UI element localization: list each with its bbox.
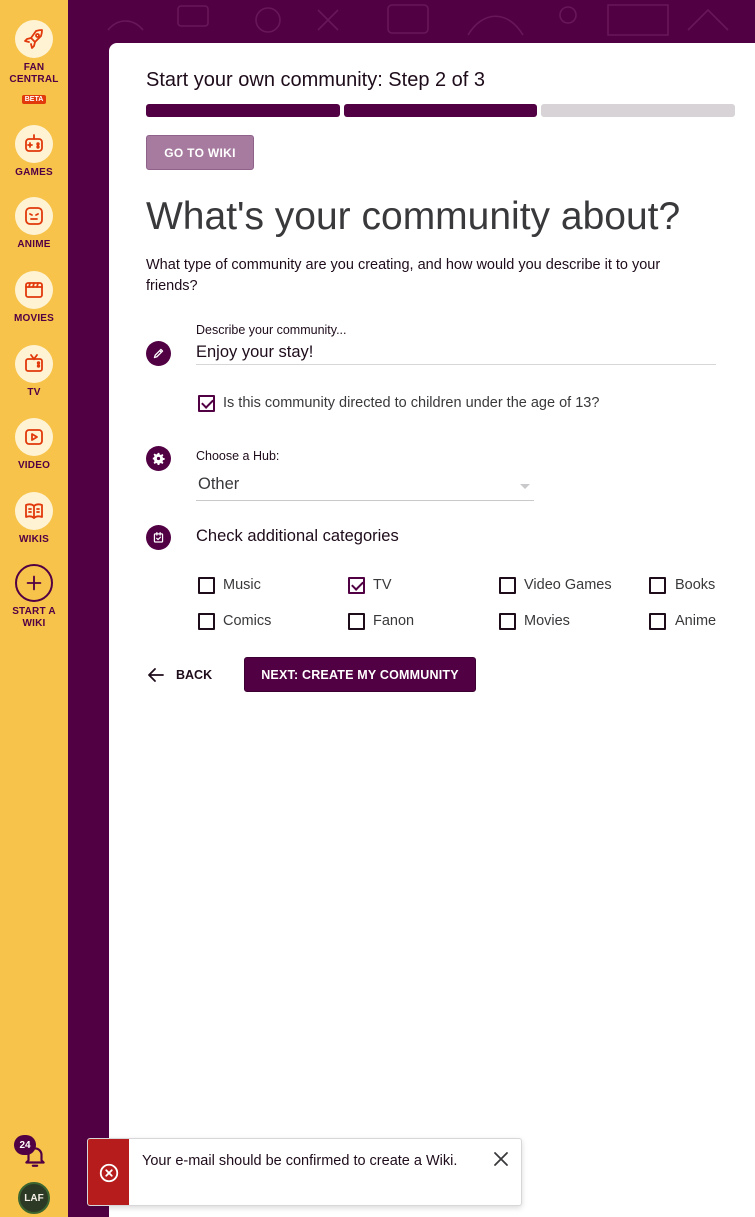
rail-tv-label: TV (27, 387, 41, 398)
category-fanon-label: Fanon (373, 613, 415, 629)
rail-games-label: GAMES (15, 167, 53, 178)
plus-icon (15, 564, 53, 602)
hub-select[interactable] (196, 473, 534, 501)
rail-games[interactable] (0, 125, 68, 179)
category-music-checkbox[interactable] (198, 577, 215, 594)
create-community-card (109, 43, 755, 1217)
close-icon[interactable] (493, 1151, 509, 1167)
anime-face-icon (15, 197, 53, 235)
describe-label: Describe your community... (196, 323, 347, 337)
progress-segment-1 (146, 104, 340, 117)
category-tv-checkbox[interactable] (348, 577, 365, 594)
progress-segment-3 (541, 104, 735, 117)
category-anime-checkbox[interactable] (649, 613, 666, 630)
rail-fan-central-text: FAN CENTRAL (9, 62, 59, 85)
tv-icon (15, 345, 53, 383)
rail-video-label: VIDEO (17, 460, 51, 471)
kids-checkbox[interactable] (198, 395, 215, 412)
avatar[interactable]: LAF (18, 1182, 50, 1214)
rail-start-wiki-line2: WIKI (22, 618, 46, 629)
page-title: What's your community about? (146, 195, 681, 238)
category-comics-label: Comics (223, 613, 272, 629)
gear-icon (146, 446, 171, 471)
go-to-wiki-button[interactable]: GO TO WIKI (146, 135, 254, 170)
beta-badge: BETA (22, 95, 47, 104)
error-toast (87, 1138, 522, 1206)
page-description: What type of community are you creating, and how would you describe it to your friends? (146, 257, 661, 294)
left-rail (0, 0, 68, 1217)
rail-movies[interactable] (0, 271, 68, 325)
rail-tv[interactable] (0, 345, 68, 399)
hub-label: Choose a Hub: (196, 449, 280, 463)
rail-wikis-label: WIKIS (19, 534, 49, 545)
progress-bar (146, 104, 735, 117)
rocket-icon (15, 20, 53, 58)
category-books-checkbox[interactable] (649, 577, 666, 594)
category-tv-label: TV (373, 577, 392, 593)
categories-heading: Check additional categories (196, 527, 399, 545)
progress-segment-2 (344, 104, 538, 117)
rail-movies-label: MOVIES (13, 313, 55, 324)
rail-video[interactable] (0, 418, 68, 472)
step-title: Start your own community: Step 2 of 3 (146, 69, 486, 91)
rail-anime[interactable] (0, 197, 68, 251)
category-anime-label: Anime (675, 613, 717, 629)
checklist-icon (146, 525, 171, 550)
rail-start-wiki-line1: START A (12, 606, 56, 617)
rail-start-wiki-label (0, 606, 68, 630)
back-button-label: BACK (176, 668, 213, 682)
category-books-label: Books (675, 577, 716, 593)
rail-start-wiki[interactable] (0, 564, 68, 630)
notifications-button[interactable] (14, 1135, 54, 1171)
kids-checkbox-label: Is this community directed to children under the age of 13? (223, 395, 600, 411)
category-video-games-checkbox[interactable] (499, 577, 516, 594)
category-comics-checkbox[interactable] (198, 613, 215, 630)
category-movies-checkbox[interactable] (499, 613, 516, 630)
arrow-left-icon (146, 665, 166, 685)
pencil-icon (146, 341, 171, 366)
error-icon (98, 1162, 120, 1184)
clapperboard-icon (15, 271, 53, 309)
notification-count: 24 (14, 1135, 36, 1155)
book-icon (15, 492, 53, 530)
rail-fan-central[interactable] (0, 20, 68, 105)
play-icon (15, 418, 53, 456)
category-fanon-checkbox[interactable] (348, 613, 365, 630)
background-pattern (68, 0, 755, 44)
category-music-label: Music (223, 577, 261, 593)
toast-message: Your e-mail should be confirmed to create a Wiki. (142, 1153, 458, 1169)
rail-wikis[interactable] (0, 492, 68, 546)
hub-select-value: Other (198, 475, 240, 493)
rail-fan-central-label (0, 62, 68, 86)
gamepad-icon (15, 125, 53, 163)
category-video-games-label: Video Games (524, 577, 612, 593)
rail-anime-label: ANIME (17, 239, 51, 250)
back-button[interactable] (146, 663, 216, 687)
toast-error-strip (88, 1139, 129, 1206)
describe-input[interactable] (196, 341, 716, 365)
next-create-community-button[interactable]: NEXT: CREATE MY COMMUNITY (244, 657, 476, 692)
category-movies-label: Movies (524, 613, 570, 629)
chevron-down-icon (520, 484, 530, 489)
